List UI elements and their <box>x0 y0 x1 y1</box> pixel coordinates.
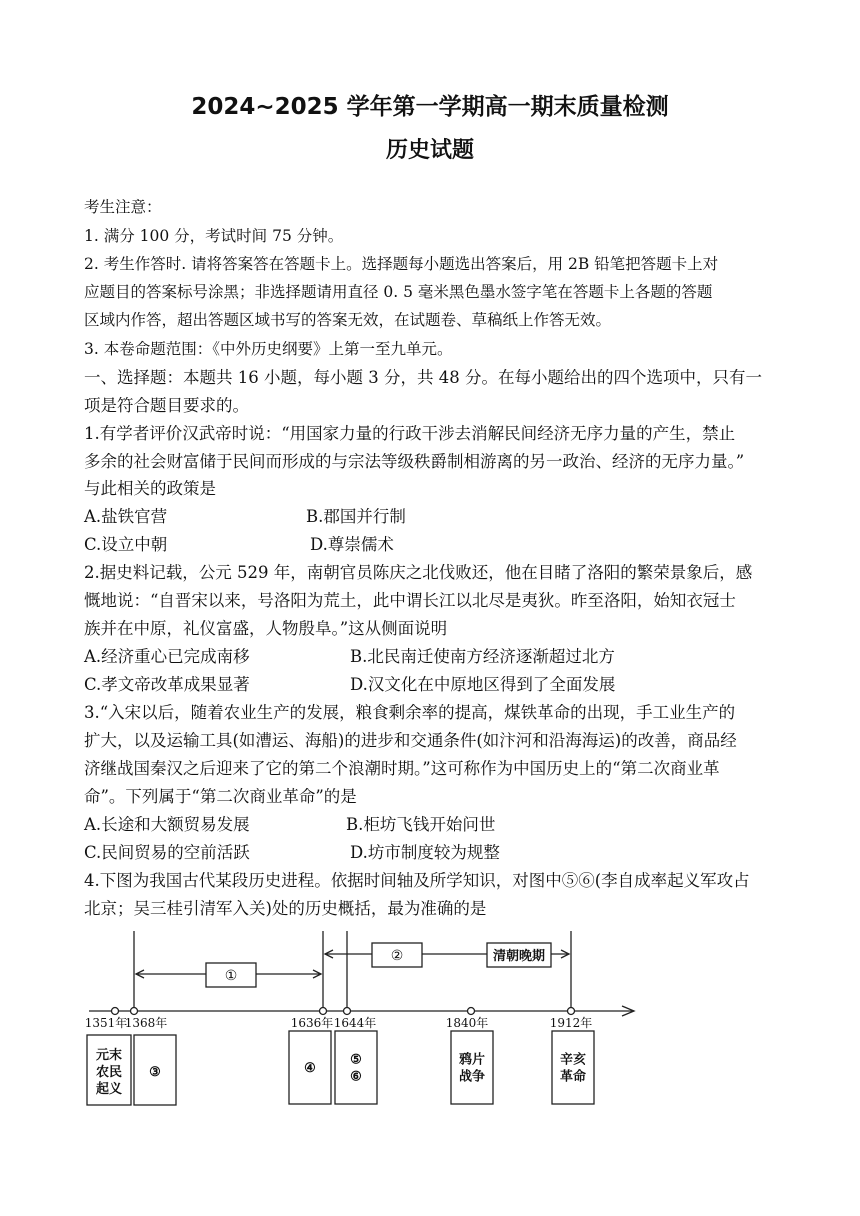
section-instructions: 项是符合题目要求的。 <box>84 396 249 415</box>
notice-heading: 考生注意： <box>84 198 162 216</box>
question-3-option-a: A.长途和大额贸易发展 <box>84 815 250 834</box>
event-box-label: 起义 <box>95 1082 123 1097</box>
year-label: 1351年 <box>84 1016 128 1030</box>
year-dot <box>468 1008 475 1015</box>
event-box <box>335 1031 377 1104</box>
question-1-option-d: D.尊崇儒术 <box>310 535 394 554</box>
question-1-option-b: B.郡国并行制 <box>306 507 406 526</box>
event-box-label: 元末 <box>95 1048 123 1063</box>
question-3-option-b: B.柜坊飞钱开始问世 <box>346 815 496 834</box>
event-box-label: 战争 <box>458 1069 486 1085</box>
question-3-stem: 命”。下列属于“第二次商业革命”的是 <box>84 787 357 806</box>
question-3-option-c: C.民间贸易的空前活跃 <box>84 843 250 862</box>
span-label-3: 清朝晚期 <box>492 949 546 964</box>
question-4-stem: 4.下图为我国古代某段历史进程。依据时间轴及所学知识，对图中⑤⑥(李自成率起义军攻占 <box>84 871 750 890</box>
notice-line: 3. 本卷命题范围：《中外历史纲要》上第一至九单元。 <box>84 340 453 358</box>
question-3-option-d: D.坊市制度较为规整 <box>350 843 500 862</box>
event-box <box>451 1031 493 1104</box>
year-dot <box>344 1008 351 1015</box>
timeline-diagram <box>84 926 644 1106</box>
question-2-option-d: D.汉文化在中原地区得到了全面发展 <box>350 675 616 694</box>
exam-title: 2024~2025 学年第一学期高一期末质量检测 <box>191 94 669 120</box>
year-label: 1644年 <box>333 1016 377 1030</box>
year-label: 1368年 <box>124 1016 168 1030</box>
event-box-label: 辛亥 <box>559 1052 587 1068</box>
question-3-stem: 3.“入宋以后，随着农业生产的发展，粮食剩余率的提高，煤铁革命的出现，手工业生产的 <box>84 703 736 722</box>
question-3-stem: 济继战国秦汉之后迎来了它的第二个浪潮时期。”这可称作为中国历史上的“第二次商业革 <box>84 759 720 778</box>
question-1-option-a: A.盐铁官营 <box>84 507 168 526</box>
question-2-option-c: C.孝文帝改革成果显著 <box>84 675 250 694</box>
span-label-2: ② <box>390 948 404 964</box>
question-2-stem: 2.据史料记载，公元 529 年，南朝官员陈庆之北伐败还，他在目睹了洛阳的繁荣景象后，感 <box>84 563 753 582</box>
subject-title: 历史试题 <box>385 138 474 163</box>
event-box-label: 革命 <box>559 1069 587 1085</box>
year-dot <box>131 1008 138 1015</box>
event-box-label: 农民 <box>95 1065 123 1080</box>
question-3-stem: 扩大，以及运输工具(如漕运、海船)的进步和交通条件(如汴河和沿海海运)的改善，商品经 <box>84 731 737 750</box>
year-dot <box>568 1008 575 1015</box>
timeline-labels <box>85 948 593 1097</box>
question-1-option-c: C.设立中朝 <box>84 535 168 554</box>
question-2-stem: 慨地说：“自晋宋以来，号洛阳为荒土，此中谓长江以北尽是夷狄。昨至洛阳，始知衣冠士 <box>84 591 736 610</box>
question-2-stem: 族并在中原，礼仪富盛，人物殷阜。”这从侧面说明 <box>84 619 448 638</box>
year-label: 1636年 <box>290 1016 334 1030</box>
event-box-label: ③ <box>149 1065 161 1080</box>
question-1-stem: 多余的社会财富储于民间而形成的与宗法等级秩爵制相游离的另一政治、经济的无序力量。” <box>84 452 745 471</box>
year-dot <box>320 1008 327 1015</box>
question-1-stem: 1.有学者评价汉武帝时说：“用国家力量的行政干涉去消解民间经济无序力量的产生，禁止 <box>84 424 736 443</box>
question-4-stem: 北京；吴三桂引清军入关)处的历史概括，最为准确的是 <box>84 899 487 918</box>
year-label: 1912年 <box>549 1016 593 1030</box>
notice-line: 1. 满分 100 分，考试时间 75 分钟。 <box>84 227 344 245</box>
event-box-label: 鸦片 <box>458 1052 486 1068</box>
notice-line: 2. 考生作答时. 请将答案答在答题卡上。选择题每小题选出答案后，用 2B 铅笔把答题卡上对 <box>84 255 719 273</box>
event-box-label: ⑥ <box>350 1069 362 1085</box>
question-2-option-a: A.经济重心已完成南移 <box>84 647 250 666</box>
notice-line: 区域内作答，超出答题区域书写的答案无效，在试题卷、草稿纸上作答无效。 <box>84 311 612 329</box>
section-instructions: 一、选择题：本题共 16 小题，每小题 3 分，共 48 分。在每小题给出的四个选项中，只有一 <box>84 368 762 387</box>
event-box-label: ④ <box>304 1061 316 1076</box>
year-label: 1840年 <box>445 1016 489 1030</box>
notice-line: 应题目的答案标号涂黑；非选择题请用直径 0. 5 毫米黑色墨水签字笔在答题卡上各题的答题 <box>84 283 713 301</box>
question-1-stem: 与此相关的政策是 <box>84 479 216 498</box>
span-label-1: ① <box>224 968 238 984</box>
question-2-option-b: B.北民南迁使南方经济逐渐超过北方 <box>350 647 615 666</box>
event-box <box>552 1031 594 1104</box>
event-box-label: ⑤ <box>350 1052 362 1068</box>
year-dot <box>112 1008 119 1015</box>
